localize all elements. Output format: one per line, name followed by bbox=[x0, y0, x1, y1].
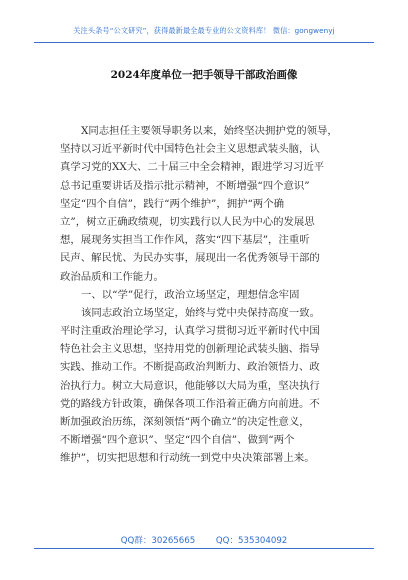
body-line: 维护”，切实把思想和行动统一到党中央决策部署上来。 bbox=[60, 452, 315, 465]
body-line: 实践、推动工作。不断提高政治判断力、政治领悟力、政 bbox=[60, 361, 320, 374]
body-line: 政治品质和工作能力。 bbox=[60, 270, 164, 283]
footer-qq-group: QQ群：30265665 bbox=[120, 536, 196, 546]
body-line: 真学习党的XX大、二十届三中全会精神，跟进学习习近平 bbox=[60, 161, 325, 174]
header-banner: 关注头条号“公文研究”，获得最新最全最专业的公文资料库！ 微信：gongwenyj bbox=[73, 26, 335, 35]
body-line: 断加强政治历练，深刻领悟“两个确立”的决定性意义， bbox=[60, 416, 310, 428]
body-line: 不断增强“四个意识”、坚定“四个自信”、做到“两个 bbox=[60, 434, 295, 447]
body-line: 特色社会主义思想，坚持用党的创新理论武装头脑、指导 bbox=[60, 343, 320, 356]
body-line: X同志担任主要领导职务以来，始终坚决拥护党的领导， bbox=[81, 125, 338, 137]
footer-contact bbox=[0, 534, 408, 546]
body-line: 想，展现务实担当工作作风，落实“四下基层”，注重听 bbox=[60, 234, 310, 247]
body-line: 坚定“四个自信”，践行“两个维护”，拥护“两个确 bbox=[60, 197, 284, 210]
section-heading: 一、以“学”促行，政治立场坚定，理想信念牢固 bbox=[81, 288, 300, 301]
body-line: 党的路线方针政策，确保各项工作沿着正确方向前进。不 bbox=[60, 397, 320, 410]
body-line: 民声、解民忧、为民办实事，展现出一名优秀领导干部的 bbox=[60, 252, 320, 265]
body-line: 坚持以习近平新时代中国特色社会主义思想武装头脑，认 bbox=[60, 143, 320, 156]
header-divider bbox=[34, 42, 374, 43]
body-line: 治执行力。树立大局意识，他能够以大局为重，坚决执行 bbox=[60, 379, 320, 392]
body-line: 该同志政治立场坚定，始终与党中央保持高度一致。 bbox=[81, 306, 320, 319]
document-body bbox=[60, 122, 356, 468]
body-line: 平时注重政治理论学习，认真学习贯彻习近平新时代中国 bbox=[60, 325, 320, 338]
footer-divider bbox=[34, 548, 374, 549]
document-title: 2024年度单位一把手领导干部政治画像 bbox=[110, 69, 298, 81]
body-line: 立”，树立正确政绩观，切实践行以人民为中心的发展思 bbox=[60, 215, 315, 228]
body-line: 总书记重要讲话及指示批示精神，不断增强“四个意识” bbox=[60, 179, 310, 192]
footer-qq: QQ：535304092 bbox=[215, 536, 288, 546]
